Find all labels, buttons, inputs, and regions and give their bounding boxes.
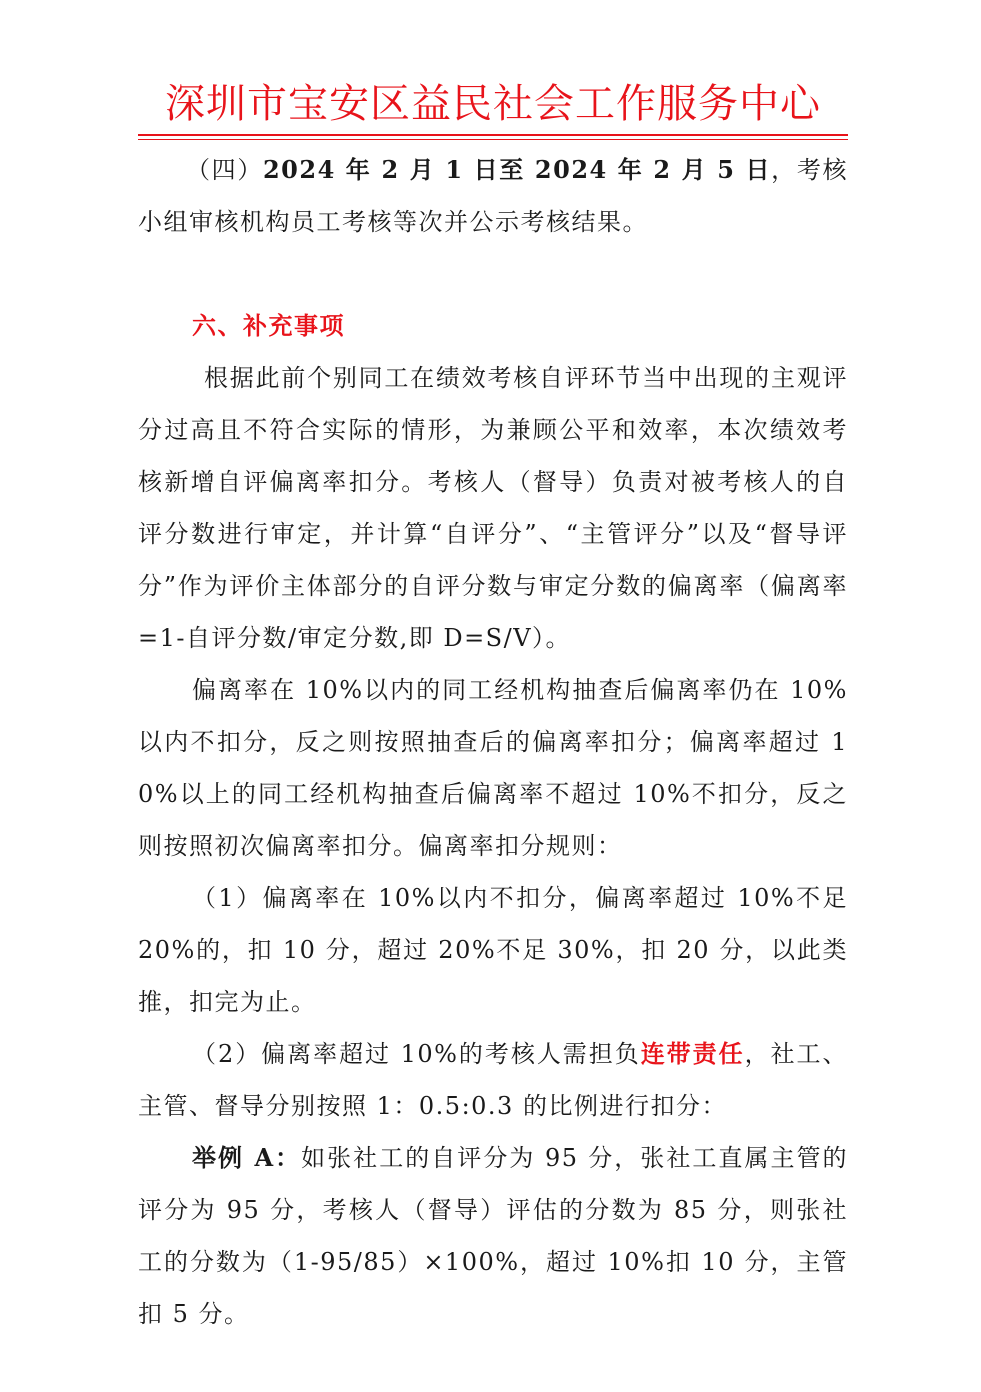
item-four-label: （四） [186,156,263,184]
letterhead-rule-thick [138,134,848,136]
item-four-date-range: 2024 年 2 月 1 日至 2024 年 2 月 5 日 [262,155,772,184]
example-a-text: 如张社工的自评分为 95 分，张社工直属主管的评分为 95 分，考核人（督导）评估的分数为 85 分，则张社工的分数为（1-95/85）×100%，超过 10%扣 10 分，主管扣 5 分。 [138,1144,848,1328]
item-four-text: ，考核小组审核机构员工考核等次并公示考核结果。 [138,156,848,236]
deviation-rule-2 [138,1028,848,1132]
letterhead-rule-thin [138,139,848,140]
item-four-paragraph [138,144,848,248]
section-six-paragraph-1: 根据此前个别同工在绩效考核自评环节当中出现的主观评分过高且不符合实际的情形，为兼顾公平和效率，本次绩效考核新增自评偏离率扣分。考核人（督导）负责对被考核人的自评分数进行审定，并计算“自评分”、“主管评分”以及“督导评分”作为评价主体部分的自评分数与审定分数的偏离率（偏离率=1-自评分数/审定分数,即 D=S/V）。 [138,364,848,652]
deviation-rule-2-text: （2）偏离率超过 10%的考核人需担负 [192,1040,641,1068]
letterhead-title: 深圳市宝安区益民社会工作服务中心 [165,81,821,127]
section-six-heading: 六、补充事项 [192,311,345,340]
section-six-paragraph-2: 偏离率在 10%以内的同工经机构抽查后偏离率仍在 10%以内不扣分，反之则按照抽查后的偏离率扣分；偏离率超过 10%以上的同工经机构抽查后偏离率不超过 10%不扣分，反之则按照初次偏离率扣分。偏离率扣分规则： [138,676,848,860]
example-a-paragraph [138,1132,848,1340]
example-a-label: 举例 A： [192,1143,302,1172]
joint-liability-highlight: 连带责任 [640,1039,745,1068]
deviation-rule-1: （1）偏离率在 10%以内不扣分，偏离率超过 10%不足 20%的，扣 10 分，超过 20%不足 30%，扣 20 分，以此类推，扣完为止。 [138,884,848,1016]
deviation-rule-2-ratio: ，社工、主管、督导分别按照 1：0.5:0.3 的比例进行扣分： [138,1040,848,1120]
